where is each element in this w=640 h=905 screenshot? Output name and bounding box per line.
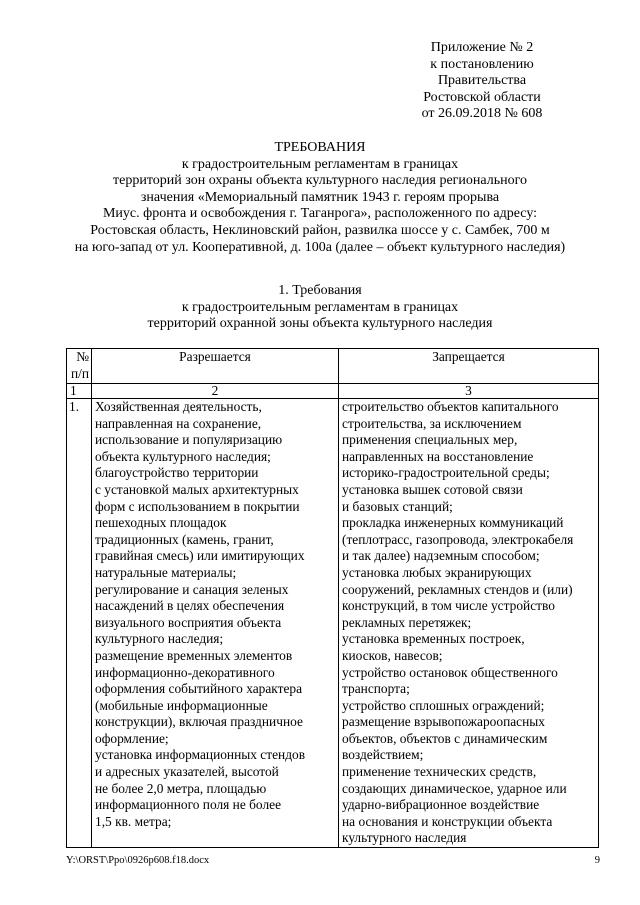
appendix-block: [402, 40, 562, 123]
page-number: 9: [594, 855, 600, 866]
forbidden-line: строительство объектов капитального: [342, 399, 559, 414]
allowed-line: информационного поля не более: [95, 797, 282, 813]
allowed-line: благоустройство территории: [95, 465, 259, 481]
allowed-line: 1,5 кв. метра;: [95, 813, 172, 829]
allowed-line: традиционных (камень, гранит,: [95, 531, 274, 547]
column-number: 2: [92, 384, 339, 399]
forbidden-line: и базовых станций;: [342, 498, 453, 514]
appendix-line: Приложение № 2: [430, 40, 534, 55]
title-line: Ростовская область, Неклиновский район, развилка шоссе у с. Самбек, 700 м: [90, 222, 550, 238]
forbidden-line: киосков, навесов;: [342, 647, 443, 663]
table-row: [67, 399, 599, 848]
appendix-line: к постановлению: [430, 56, 534, 72]
forbidden-line: транспорта;: [342, 681, 410, 697]
column-number-row: [67, 384, 599, 399]
title-line: Миус. фронта и освобождения г. Таганрога», расположенного по адресу:: [102, 206, 538, 222]
forbidden-line: размещение взрывопожароопасных: [342, 714, 545, 730]
forbidden-line: конструкций, в том числе устройство: [342, 598, 555, 614]
forbidden-line: культурного наследия: [342, 830, 467, 846]
allowed-line: пешеходных площадок: [95, 515, 227, 531]
column-number: 3: [339, 384, 599, 399]
allowed-line: Хозяйственная деятельность,: [95, 399, 262, 414]
allowed-line: оформление;: [95, 730, 169, 746]
title-line: значения «Мемориальный памятник 1943 г. героям прорыва: [140, 189, 500, 205]
allowed-line: конструкции), включая праздничное: [95, 714, 303, 730]
allowed-line: гравийная смесь) или имитирующих: [95, 548, 305, 564]
footer-file-path: Y:\ORST\Ppo\0926p608.f18.docx: [66, 855, 210, 866]
title-line: территорий зон охраны объекта культурного наследия регионального: [113, 173, 527, 189]
requirements-table: [66, 348, 599, 848]
allowed-line: объекта культурного наследия;: [95, 448, 271, 464]
document-title: [40, 140, 600, 256]
allowed-line: установка информационных стендов: [95, 747, 306, 763]
appendix-line: Правительства: [437, 73, 527, 89]
forbidden-line: направленных на восстановление: [342, 448, 534, 464]
allowed-line: натуральные материалы;: [95, 564, 237, 580]
forbidden-line: объектов, объектов с динамическим: [342, 730, 548, 746]
forbidden-line: рекламных перетяжек;: [342, 614, 472, 630]
appendix-line: Ростовской области: [423, 89, 541, 105]
header-num: № п/п: [67, 349, 92, 384]
table-header-row: [67, 349, 599, 384]
row-number: 1.: [67, 399, 92, 848]
allowed-line: и адресных указателей, высотой: [95, 764, 279, 780]
forbidden-line: на основания и конструкции объекта: [342, 813, 553, 829]
forbidden-line: установка любых экранирующих: [342, 564, 532, 580]
section-line: к градостроительным регламентам в границах: [181, 299, 459, 315]
forbidden-line: сооружений, рекламных стендов и (или): [342, 581, 573, 597]
forbidden-line: (теплотрасс, газопровода, электрокабеля: [342, 531, 574, 547]
forbidden-line: устройство сплошных ограждений;: [342, 697, 545, 713]
column-number: 1: [67, 384, 92, 399]
title-line: на юго-запад от ул. Кооперативной, д. 100а (далее – объект культурного наследия): [74, 239, 566, 255]
header-allowed: Разрешается: [92, 349, 339, 384]
forbidden-line: воздействием;: [342, 747, 424, 763]
title-line: к градостроительным регламентам в границах: [181, 156, 459, 172]
allowed-line: культурного наследия;: [95, 631, 224, 647]
forbidden-line: устройство остановок общественного: [342, 664, 558, 680]
allowed-line: регулирование и санация зеленых: [95, 581, 289, 597]
allowed-line: размещение временных элементов: [95, 647, 293, 663]
allowed-line: не более 2,0 метра, площадью: [95, 780, 267, 796]
forbidden-line: историко-градостроительной среды;: [342, 465, 550, 481]
allowed-line: направленная на сохранение,: [95, 415, 262, 431]
forbidden-line: установка вышек сотовой связи: [342, 481, 523, 497]
section-line: 1. Требования: [278, 283, 362, 298]
forbidden-line: ударно-вибрационное воздействие: [342, 797, 540, 813]
forbidden-line: и так далее) надземным способом;: [342, 548, 540, 564]
forbidden-line: применения специальных мер,: [342, 432, 518, 448]
allowed-line: информационно-декоративного: [95, 664, 275, 680]
forbidden-line: прокладка инженерных коммуникаций: [342, 515, 564, 531]
forbidden-cell: [339, 399, 599, 848]
allowed-line: форм с использованием в покрытии: [95, 498, 300, 514]
section-heading: [40, 283, 600, 333]
forbidden-line: создающих динамическое, ударное или: [342, 780, 567, 796]
forbidden-line: установка временных построек,: [342, 631, 525, 647]
allowed-line: использование и популяризацию: [95, 432, 283, 448]
appendix-line: от 26.09.2018 № 608: [421, 106, 543, 122]
allowed-cell: [92, 399, 339, 848]
title-heading: ТРЕБОВАНИЯ: [274, 140, 366, 155]
allowed-line: (мобильные информационные: [95, 697, 268, 713]
allowed-line: оформления событийного характера: [95, 681, 303, 697]
allowed-line: с установкой малых архитектурных: [95, 481, 299, 497]
section-line: территорий охранной зоны объекта культурного наследия: [147, 316, 493, 332]
header-forbidden: Запрещается: [339, 349, 599, 384]
allowed-line: визуального восприятия объекта: [95, 614, 282, 630]
forbidden-line: применение технических средств,: [342, 764, 537, 780]
forbidden-line: строительства, за исключением: [342, 415, 522, 431]
allowed-line: насаждений в целях обеспечения: [95, 598, 285, 614]
